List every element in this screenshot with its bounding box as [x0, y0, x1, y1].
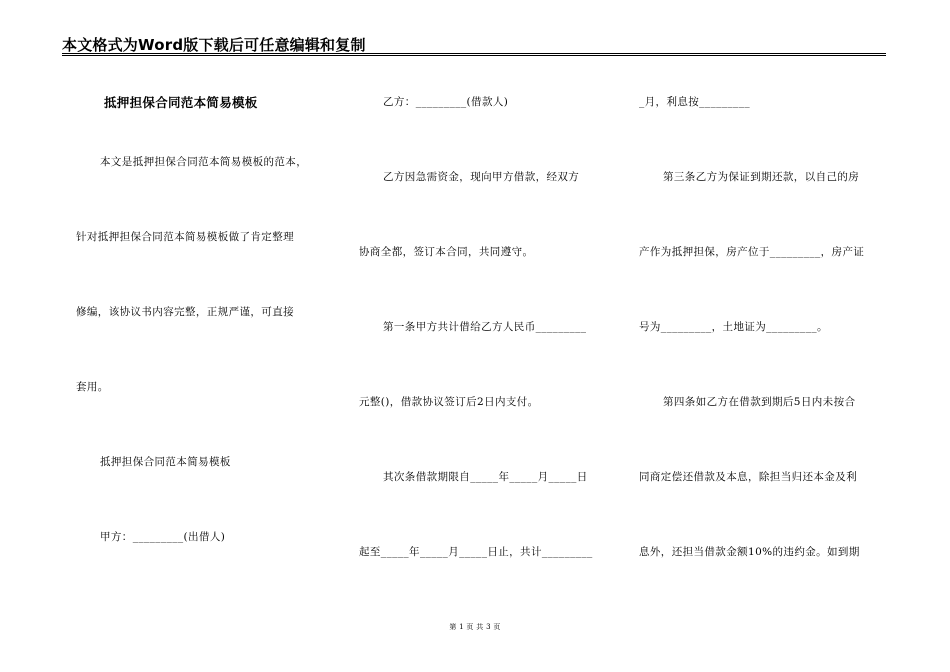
paragraph-line: 起至_____年_____月_____日止，共计_________ [359, 546, 593, 558]
party-a-line: 甲方：_________(出借人) [100, 531, 226, 543]
paragraph-line: 产作为抵押担保，房产位于_________，房产证 [639, 246, 865, 258]
paragraph-line: _月，利息按_________ [639, 96, 750, 108]
header-rule [62, 53, 886, 56]
paragraph-line: 息外，还担当借款金额10%的违约金。如到期 [639, 546, 860, 558]
paragraph-line: 乙方因急需资金，现向甲方借款，经双方 [383, 171, 580, 183]
paragraph-line: 元整()，借款协议签订后2日内支付。 [359, 396, 539, 408]
paragraph-line: 套用。 [76, 381, 109, 393]
article-4-line: 第四条如乙方在借款到期后5日内未按合 [663, 396, 856, 408]
article-2-line: 其次条借款期限自_____年_____月_____日 [383, 471, 588, 483]
page-number: 第 1 页 共 3 页 [449, 623, 501, 631]
document-header: 本文格式为Word版下载后可任意编辑和复制 [62, 36, 366, 54]
paragraph-line: 同商定偿还借款及本息，除担当归还本金及利 [639, 471, 857, 483]
article-1-line: 第一条甲方共计借给乙方人民币_________ [383, 321, 587, 333]
subtitle-line: 抵押担保合同范本简易模板 [100, 456, 231, 468]
paragraph-line: 修编，该协议书内容完整，正规严谨，可直接 [76, 306, 294, 318]
document-title: 抵押担保合同范本简易模板 [104, 95, 258, 110]
paragraph-line: 协商全都，签订本合同，共同遵守。 [359, 246, 534, 258]
party-b-line: 乙方：_________(借款人) [383, 96, 509, 108]
paragraph-line: 针对抵押担保合同范本简易模板做了肯定整理 [76, 231, 294, 243]
paragraph-line: 号为_________，土地证为_________。 [639, 321, 828, 333]
paragraph-line: 本文是抵押担保合同范本简易模板的范本， [100, 156, 308, 168]
article-3-line: 第三条乙方为保证到期还款，以自己的房 [663, 171, 860, 183]
